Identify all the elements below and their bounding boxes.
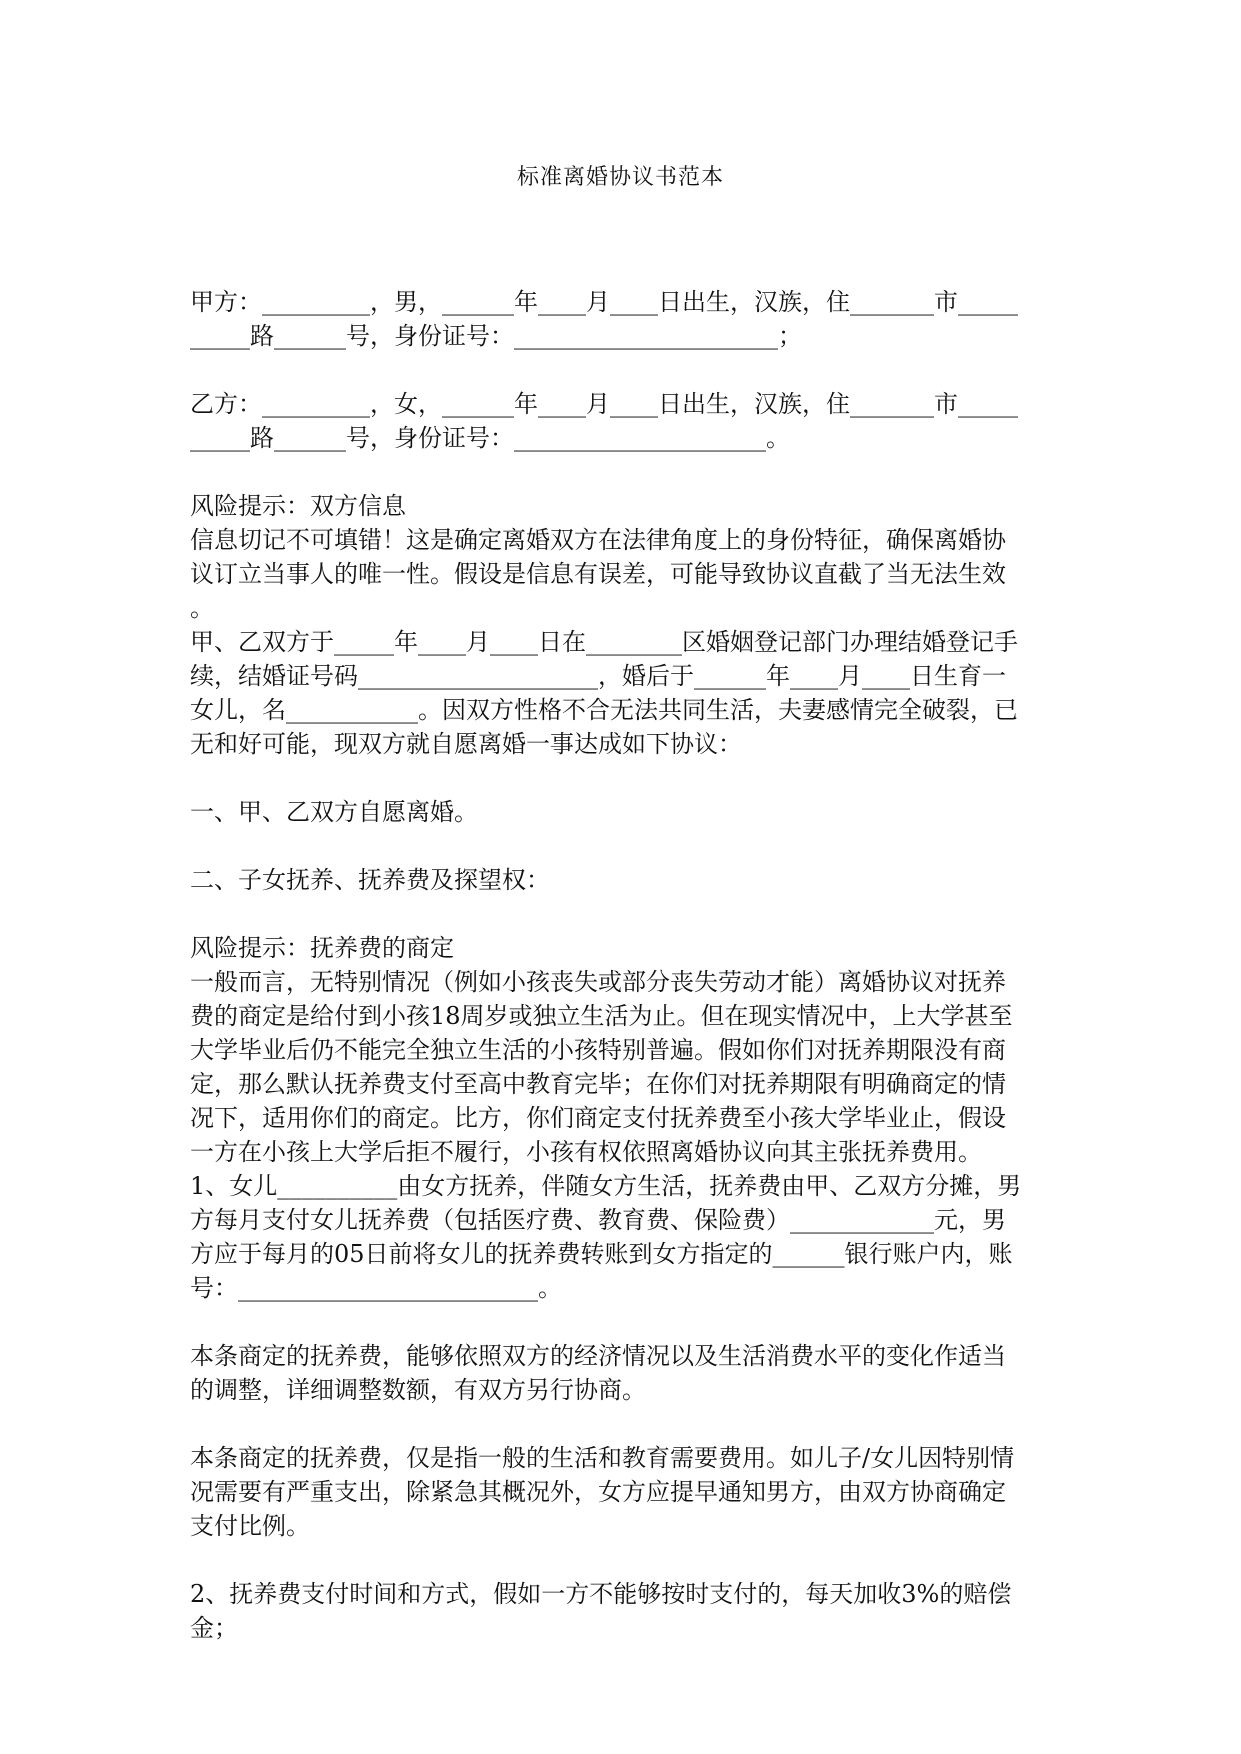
text-line: 号：_________________________。 [190, 1274, 562, 1302]
blank-line [190, 455, 1070, 489]
text-line: _____路______号，身份证号：_____________________。 [190, 424, 790, 452]
blank-line [190, 1305, 1070, 1339]
text-line: 的调整，详细调整数额，有双方另行协商。 [190, 1376, 646, 1404]
text-line: 1、女儿__________由女方抚养，伴随女方生活，抚养费由甲、乙双方分摊，男 [190, 1172, 1022, 1200]
text-line: 。 [190, 594, 214, 622]
blank-line [190, 761, 1070, 795]
text-line: _____路______号，身份证号：______________________； [190, 322, 802, 350]
text-line: 方应于每月的05日前将女儿的抚养费转账到女方指定的______银行账户内，账 [190, 1240, 1013, 1268]
text-line: 议订立当事人的唯一性。假设是信息有误差，可能导致协议直截了当无法生效 [190, 560, 1006, 588]
blank-line [190, 1407, 1070, 1441]
text-line: 一方在小孩上大学后拒不履行，小孩有权依照离婚协议向其主张抚养费用。 [190, 1138, 982, 1166]
text-line: 风险提示：抚养费的商定 [190, 934, 454, 962]
text-line: 况需要有严重支出，除紧急其概况外，女方应提早通知男方，由双方协商确定 [190, 1478, 1006, 1506]
text-line: 2、抚养费支付时间和方式，假如一方不能够按时支付的，每天加收3%的赔偿 [190, 1580, 1012, 1608]
text-line: 金； [190, 1614, 238, 1642]
text-line: 二、子女抚养、抚养费及探望权： [190, 866, 550, 894]
document-body [190, 285, 1070, 1645]
text-line: 本条商定的抚养费，能够依照双方的经济情况以及生活消费水平的变化作适当 [190, 1342, 1006, 1370]
text-line: 乙方：_________，女，______年____月____日出生，汉族，住_______市_____ [190, 390, 1018, 418]
text-line: 方每月支付女儿抚养费（包括医疗费、教育费、保险费）____________元，男 [190, 1206, 1006, 1234]
text-line: 女儿，名___________。因双方性格不合无法共同生活，夫妻感情完全破裂，已 [190, 696, 1018, 724]
text-line: 定，那么默认抚养费支付至高中教育完毕；在你们对抚养期限有明确商定的情 [190, 1070, 1006, 1098]
blank-line [190, 897, 1070, 931]
text-line: 支付比例。 [190, 1512, 310, 1540]
blank-line [190, 353, 1070, 387]
blank-line [190, 1543, 1070, 1577]
text-line: 无和好可能，现双方就自愿离婚一事达成如下协议： [190, 730, 742, 758]
text-line: 信息切记不可填错！这是确定离婚双方在法律角度上的身份特征，确保离婚协 [190, 526, 1006, 554]
text-line: 一、甲、乙双方自愿离婚。 [190, 798, 478, 826]
text-line: 况下，适用你们的商定。比方，你们商定支付抚养费至小孩大学毕业止，假设 [190, 1104, 1006, 1132]
blank-line [190, 829, 1070, 863]
document-title: 标准离婚协议书范本 [516, 165, 724, 190]
text-line: 一般而言，无特别情况（例如小孩丧失或部分丧失劳动才能）离婚协议对抚养 [190, 968, 1006, 996]
text-line: 甲方：_________，男，______年____月____日出生，汉族，住_______市_____ [190, 288, 1018, 316]
text-line: 甲、乙双方于_____年____月____日在________区婚姻登记部门办理结婚登记手 [190, 628, 1018, 656]
text-line: 本条商定的抚养费，仅是指一般的生活和教育需要费用。如儿子/女儿因特别情 [190, 1444, 1015, 1472]
text-line: 风险提示：双方信息 [190, 492, 406, 520]
text-line: 续，结婚证号码____________________，婚后于______年____月____日生育一 [190, 662, 1006, 690]
text-line: 大学毕业后仍不能完全独立生活的小孩特别普遍。假如你们对抚养期限没有商 [190, 1036, 1006, 1064]
text-line: 费的商定是给付到小孩18周岁或独立生活为止。但在现实情况中，上大学甚至 [190, 1002, 1013, 1030]
